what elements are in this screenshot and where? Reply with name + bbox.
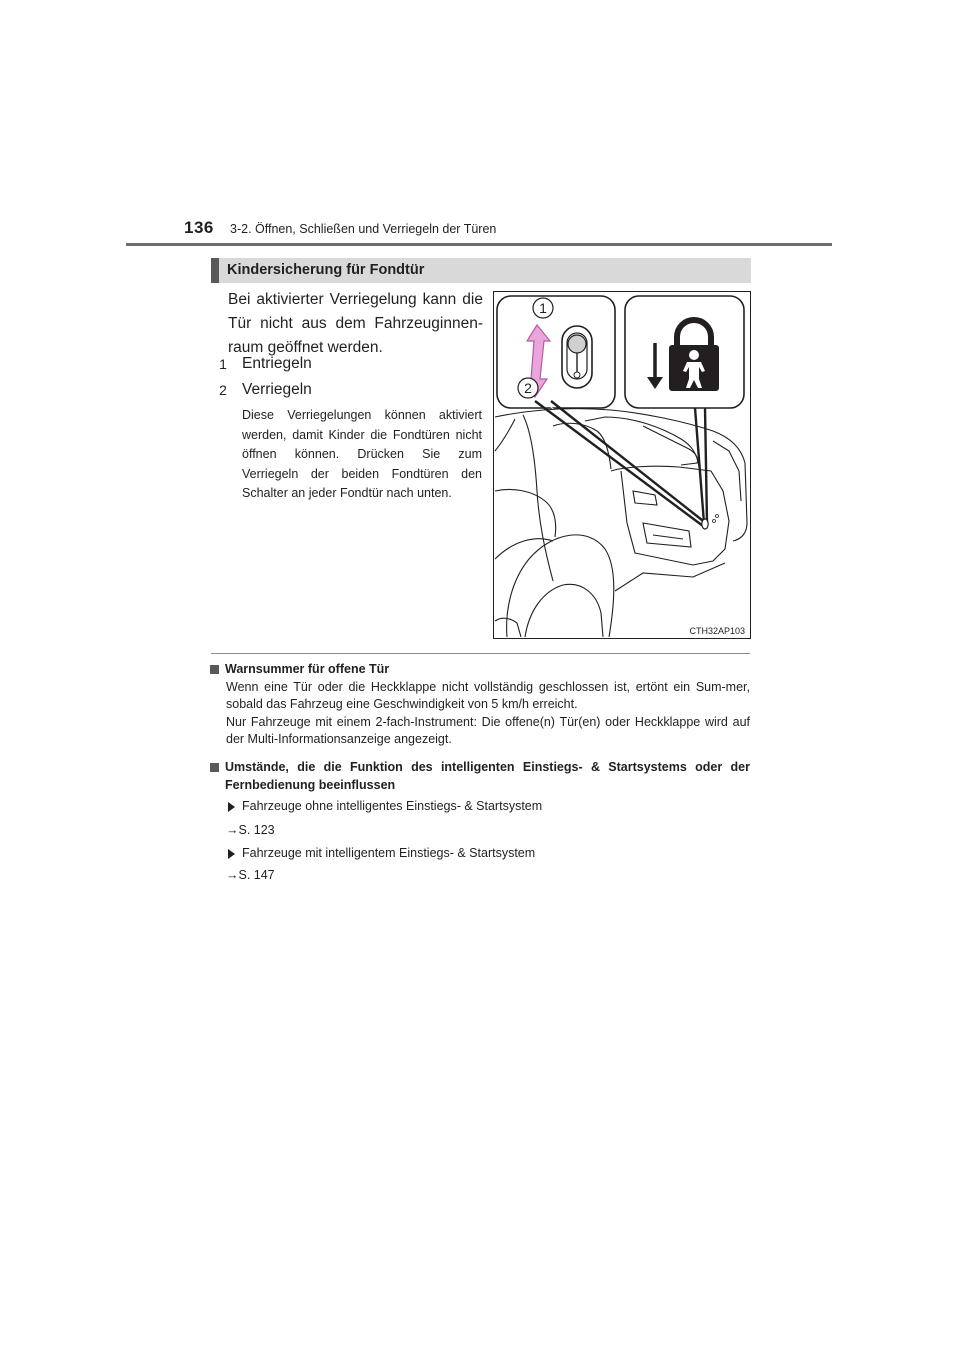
section-heading-bar	[211, 258, 751, 283]
note-door-buzzer	[210, 661, 750, 749]
step-label: Entriegeln	[242, 355, 312, 372]
callout-1-label: 1	[539, 300, 547, 316]
illustration-code: CTH32AP103	[689, 626, 745, 636]
chapter-title: 3-2. Öffnen, Schließen und Verriegeln der Türen	[230, 222, 497, 236]
page-reference[interactable]	[226, 822, 275, 840]
step-label: Verriegeln	[242, 381, 312, 398]
child-lock-illustration	[493, 291, 751, 639]
step-number: 2	[219, 382, 227, 398]
page-reference-text[interactable]: S. 123	[238, 823, 275, 837]
step-lock	[218, 380, 312, 400]
list-item	[226, 845, 535, 863]
page-reference[interactable]	[226, 867, 275, 885]
list-item	[226, 798, 542, 816]
intro-paragraph: Bei aktivierter Verriegelung kann die Tür nicht aus dem Fahrzeuginnen-raum geöffnet werden.	[228, 291, 483, 356]
note-smart-entry	[210, 759, 750, 794]
note-paragraph: Nur Fahrzeuge mit einem 2-fach-Instrument: Die offene(n) Tür(en) oder Heckklappe wird auf der Multi-Informationsanzeige angezeigt.	[226, 714, 750, 746]
note-heading	[210, 661, 750, 679]
bullet-square-icon	[210, 665, 219, 674]
note-body	[210, 679, 750, 749]
header-rule	[126, 243, 832, 246]
step-number: 1	[219, 356, 227, 372]
triangle-bullet-icon	[228, 802, 235, 812]
arrow-right-icon: →	[226, 823, 239, 837]
lock-switch-knob	[568, 335, 586, 353]
step-unlock	[218, 354, 312, 374]
note-heading-text: Warnsummer für offene Tür	[225, 662, 390, 676]
lock-note: Diese Verriegelungen können aktiviert werden, damit Kinder die Fondtüren nicht öffnen können. Drücken Sie zum Verriegeln der beiden Fondtüren den Schalter an jeder Fondtür nach unten.	[242, 408, 482, 500]
page-number: 136	[184, 218, 214, 237]
section-heading-accent	[211, 258, 219, 283]
note-paragraph: Wenn eine Tür oder die Heckklappe nicht vollständig geschlossen ist, ertönt ein Sum-mer, sobald das Fahrzeug eine Geschwindigkeit von 5 km/h erreicht.	[226, 679, 750, 711]
switch-detail-inset	[497, 296, 615, 408]
page-reference-text[interactable]: S. 147	[238, 868, 275, 882]
section-title: Kindersicherung für Fondtür	[227, 262, 425, 278]
triangle-bullet-icon	[228, 849, 235, 859]
note-heading	[210, 759, 750, 794]
section-divider	[211, 653, 750, 654]
list-item-label: Fahrzeuge ohne intelligentes Einstiegs- & Startsystem	[242, 799, 543, 813]
note-heading-text: Umstände, die die Funktion des intelligenten Einstiegs- & Startsystems oder der Fernbedienung beeinflussen	[225, 760, 750, 792]
bullet-square-icon	[210, 763, 219, 772]
list-item-label: Fahrzeuge mit intelligentem Einstiegs- & Startsystem	[242, 846, 536, 860]
callout-2-label: 2	[524, 380, 532, 396]
arrow-right-icon: →	[226, 868, 239, 882]
